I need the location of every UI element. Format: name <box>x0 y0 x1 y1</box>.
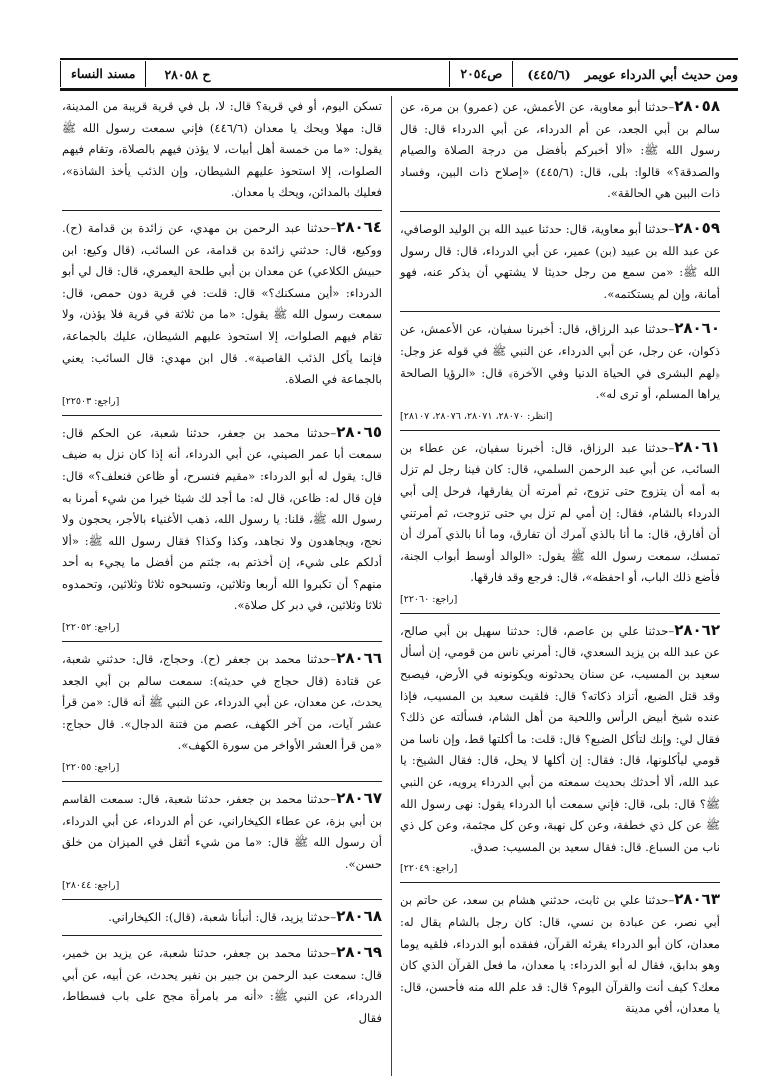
hadith-text: –حدثنا علي بن ثابت، حدثني هشام بن سعد، عن حاتم بن أبي نصر، عن عبادة بن نسي، قال: كان رجل بالشام يقال له: معدان، كان أبو الدرداء يقرئه القرآن، ففقده أبو الدرداء، فلقيه يوما وهو بدابق، فقال له أبو الدرداء: يا معدان، ما فعل القرآن الذي كان معك؟ كيف أنت والقرآن اليوم؟ قال: قد علم الله منه فأحسن، قال: يا معدان، أفي مدينة <box>400 893 720 1016</box>
hadith-text: –حدثنا محمد بن جعفر، حدثنا شعبة، عن يزيد بن خمير، قال: سمعت عبد الرحمن بن جبير بن نفير يحدث، عن أبيه، عن أبي الدرداء، عن النبي ﷺ: «أنه مر بامرأة مجح على باب فسطاط، فقال <box>62 946 382 1025</box>
hadith-number: ٢٨٠٦٤ <box>336 217 382 236</box>
volume-ref: (٤٤٥/٦) <box>527 66 571 82</box>
hadith-separator <box>62 415 382 416</box>
hadith-number: ٢٨٠٦٧ <box>336 789 382 808</box>
book-title: مسند النساء <box>60 61 146 87</box>
hadith-text: –حدثنا علي بن عاصم، قال: حدثنا سهيل بن أبي صالح، عن عبد الله بن يزيد السعدي، قال: أمرني ناس من قومي، إن أسأل سعيد بن المسيب، عن سنان يحدثونه ويكونونه في الأرض، فيصبح وقد قتل الضبع، أتزاد ذكاته؟ قال: فلقيت سعيد بن المسيب، فإذا عنده شيخ أبيض الرأس واللحية من أهل الشام، فسألته عن ذلك؟ فقال لي: وإنك لتأكل الضبع؟ قال: قلت: ما أكلتها قط، وإن ناسا من قومي ليأكلونها، قال: فقال: إن أكلها لا يحل، قال: فقال الشيخ: يا عبد الله، ألا أحدثك بحديث سمعته من أبي الدرداء يرويه، عن النبي ﷺ؟ قال: بلى، قال: فإني سمعت أبا الدرداء يقول: نهى رسول الله ﷺ عن كل ذي خطفة، وعن كل نهبة، وعن كل مجثمة، وعن كل ذي ناب من السباع. قال: فقال سعيد بن المسيب: صدق. <box>400 623 720 854</box>
hadith-text: –حدثنا عبد الرزاق، قال: أخبرنا سفيان، عن الأعمش، عن ذكوان، عن رجل، عن أبي الدرداء، عن النبي ﷺ في قوله عز وجل: ﴿لهم البشرى في الحياة الدنيا وفي الآخرة﴾ قال: «الرؤيا الصالحة يراها المسلم، أو ترى له». <box>400 322 720 402</box>
hadith-entry <box>62 422 382 617</box>
hadith-entry <box>400 96 720 205</box>
hadith-text: –حدثنا أبو معاوية، قال: حدثنا عبيد الله بن الوليد الوصافي، عن عبد الله بن عبيد (بن) عمير، عن أبي الدرداء، قال: قال رسول الله ﷺ: «من سمع من رجل حديثا لا يشتهي أن يذكر عنه، فهو أمانة، وإن لم يستكتمه». <box>400 221 720 301</box>
hadith-number: ٢٨٠٥٩ <box>674 218 720 237</box>
hadith-number: ٢٨٠٦٥ <box>336 422 382 441</box>
cross-reference: [راجع: ٢٢٥٠٣] <box>62 395 120 407</box>
hadith-text: –حدثنا أبو معاوية، عن الأعمش، عن (عمرو) بن مرة، عن سالم بن أبي الجعد، عن أم الدرداء، عن أبي الدرداء قال: قال رسول الله ﷺ: «ألا أخبركم بأفضل من درجة الصلاة والصيام والصدقة؟» قالوا: بلى، قال: (٤٤٥/٦) «إصلاح ذات البين، وفساد ذات البين هي الحالقة». <box>400 100 720 201</box>
hadith-entry <box>400 218 720 305</box>
hadith-range: ح ٢٨٠٥٨ <box>164 66 211 82</box>
hadith-entry <box>400 437 720 589</box>
hadith-entry <box>400 889 720 1020</box>
hadith-entry <box>400 620 720 859</box>
hadith-entry <box>400 318 720 405</box>
hadith-separator <box>62 641 382 642</box>
hadith-entry <box>62 648 382 757</box>
header-rule <box>60 90 738 91</box>
hadith-text: –حدثنا محمد بن جعفر (ح). وحجاج، قال: حدثني شعبة، عن قتادة (قال حجاج في حديثه): سمعت سالم بن أبي الجعد يحدث، عن معدان، عن أبي الدرداء، عن النبي ﷺ أنه قال: «من قرأ عشر آيات، من آخر الكهف، عصم من فتنة الدجال». قال حجاج: «من قرأ العشر الأواخر من سورة الكهف». <box>62 652 382 753</box>
hadith-entry <box>62 788 382 875</box>
hadith-entry <box>62 217 382 391</box>
hadith-text: –حدثنا محمد بن جعفر، حدثنا شعبة، عن الحكم قال: سمعت أبا عمر الصيني، عن أبي الدرداء، أنه إذا كان نزل به ضيف قال: يقول له أبو الدرداء: «مقيم فنسرح، أو ظاعن فنعلف؟» قال: فإن قال له: ظاعن، قال له: ما أجد لك شيئا خيرا من شيء أمرنا به رسول الله ﷺ، قلنا: يا رسول الله، ذهب الأغنياء بالأجر، يحجون ولا نحج، ويجاهدون ولا نجاهد، وكذا وكذا؟ فقال رسول الله ﷺ: «ألا أدلكم على شيء، إن أخذتم به، جئتم من أفضل ما يجيء به أحد منهم؟ أن تكبروا الله أربعا وثلاثين، وتسبحوه ثلاثا وثلاثين، وتحمدوه ثلاثا وثلاثين، في دبر كل صلاة». <box>62 425 382 613</box>
header-right-group <box>60 61 214 87</box>
left-text-column <box>62 96 382 1076</box>
hadith-separator <box>400 311 720 312</box>
page-header <box>60 58 738 90</box>
hadith-number: ٢٨٠٦١ <box>674 437 720 456</box>
hadith-entry <box>62 906 382 929</box>
hadith-separator <box>400 211 720 212</box>
hadith-number: ٢٨٠٦٠ <box>674 319 720 338</box>
column-divider <box>391 96 392 1076</box>
hadith-text: –حدثنا عبد الرزاق، قال: أخبرنا سفيان، عن عطاء بن السائب، عن أبي عبد الرحمن السلمي، قال: كان فينا رجل لم تزل به أمه أن يتزوج حتى تزوج، ثم أمرته أن يفارقها، فرحل إلى أبي الدرداء بالشام، فقال: إن أمي لم تزل بي حتى تزوجت، ثم أمرتني أن أفارق، قال: ما أنا بالذي آمرك أن تفارق، وما أنا بالذي آمرك أن تمسك، سمعت رسول الله ﷺ يقول: «الوالد أوسط أبواب الجنة، فأضع ذلك الباب، أو احفظه»، قال: فرجع وقد فارقها. <box>400 440 720 585</box>
hadith-number: ٢٨٠٦٣ <box>674 890 720 909</box>
hadith-number: ٢٨٠٦٢ <box>674 620 720 639</box>
cross-reference: [انظر: ٢٨٠٧٠، ٢٨٠٧١، ٢٨٠٧٦، ٢٨١٠٧] <box>400 410 553 422</box>
hadith-text: تسكن اليوم، أو في قرية؟ قال: لا، بل في قرية قريبة من المدينة، قال: مهلا ويحك يا معدان (٤٤٦/٦) فإني سمعت رسول الله ﷺ يقول: «ما من خمسة أهل أبيات، لا يؤذن فيهم بالصلاة، وتقام فيهم الصلوات، إلا استحوذ عليهم الشيطان، وإن الذئب يأخذ الشاذة»، فعليك بالمدائن، ويحك يا معدان. <box>62 99 382 200</box>
hadith-text: –حدثنا يزيد، قال: أنبأنا شعبة، (قال): الكيخاراني. <box>108 910 337 925</box>
section-title: ومن حديث أبي الدرداء عويمر <box>584 66 738 82</box>
right-text-column <box>400 96 720 1076</box>
hadith-text: –حدثنا عبد الرحمن بن مهدي، عن زائدة بن قدامة (ح). ووكيع، قال: حدثني زائدة بن قدامة، عن السائب، (قال وكيع: ابن حبيش الكلاعي) عن معدان بن أبي طلحة اليعمري، قال: قال لي أبو الدرداء: «أين مسكنك؟» قال: قلت: في قرية دون حمص، قال: سمعت رسول الله ﷺ يقول: «ما من ثلاثة في قرية فلا يؤذن، ولا تقام فيهم الصلوات، إلا استحوذ عليهم الشيطان، عليك بالجماعة، فإنما يأكل الذئب القاصية». قال ابن مهدي: قال السائب: يعني بالجماعة في الصلاة. <box>62 220 382 387</box>
hadith-separator <box>400 430 720 431</box>
hadith-separator <box>62 935 382 936</box>
hadith-number: ٢٨٠٥٨ <box>674 97 720 115</box>
hadith-separator <box>62 210 382 211</box>
hadith-separator <box>62 781 382 782</box>
hadith-number: ٢٨٠٦٩ <box>336 943 382 961</box>
page-number: ص٢٠٥٤ <box>449 61 513 87</box>
cross-reference: [راجع: ٢٢٠٥٢] <box>62 622 120 634</box>
cross-reference: [راجع: ٢٨٠٤٤] <box>62 880 120 892</box>
hadith-separator <box>400 613 720 614</box>
hadith-text: –حدثنا محمد بن جعفر، حدثنا شعبة، قال: سمعت القاسم بن أبي بزة، عن عطاء الكيخاراني، عن أم الدرداء، عن أبي الدرداء، أن رسول الله ﷺ قال: «ما من شيء أثقل في الميزان من خلق حسن». <box>62 792 382 871</box>
hadith-separator <box>62 899 382 900</box>
hadith-entry <box>62 942 382 1029</box>
header-left-group <box>443 61 738 87</box>
hadith-number: ٢٨٠٦٦ <box>336 649 382 668</box>
hadith-entry <box>62 96 382 204</box>
cross-reference: [راجع: ٢٢٠٤٩] <box>400 863 458 875</box>
hadith-number: ٢٨٠٦٨ <box>336 907 382 926</box>
cross-reference: [راجع: ٢٢٠٥٥] <box>62 762 120 774</box>
cross-reference: [راجع: ٢٢٠٦٠] <box>400 593 458 605</box>
hadith-separator <box>400 882 720 883</box>
